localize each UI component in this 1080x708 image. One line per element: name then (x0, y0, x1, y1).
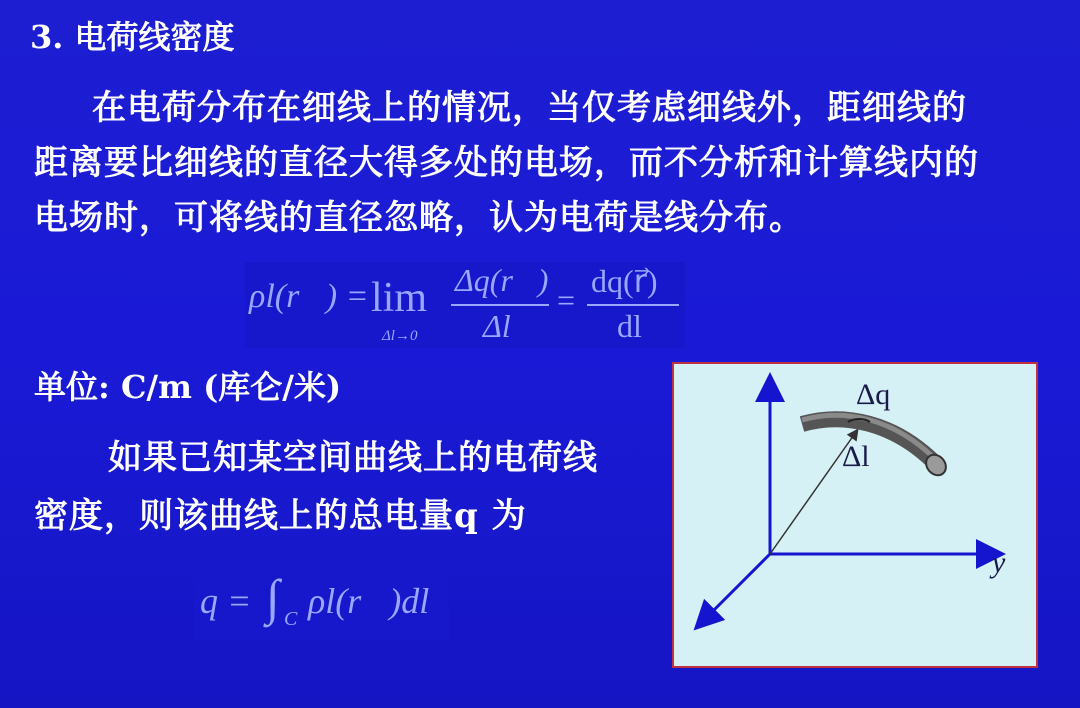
formula1-frac1-den: Δl (483, 308, 511, 344)
section-heading: 3. 电荷线密度 (30, 18, 235, 56)
formula1-frac2-den: dl (617, 308, 642, 344)
formula1-lim-sub: Δl→0 (382, 328, 418, 344)
paragraph1-line1: 在电荷分布在细线上的情况，当仅考虑细线外，距细线的 (92, 88, 967, 128)
line-charge-diagram (672, 362, 1038, 668)
label-dl: Δl (842, 440, 870, 473)
paragraph1-line3: 电场时，可将线的直径忽略，认为电荷是线分布。 (34, 198, 804, 238)
formula1-eq: = (557, 282, 576, 318)
formula2-integral: ∫ (266, 569, 280, 625)
line-density-formula (245, 262, 685, 348)
formula1-frac2-num: dq(r⃗) (591, 263, 658, 299)
diagram-svg (674, 364, 1036, 666)
formula2-sub: C (284, 608, 298, 630)
formula1-lim: lim (371, 275, 428, 321)
formula2-lhs: q = (200, 581, 252, 621)
x-axis (702, 554, 770, 622)
paragraph2-line1: 如果已知某空间曲线上的电荷线 (108, 438, 598, 478)
formula2-integrand: ρl(r⃗)dl (308, 581, 430, 621)
total-charge-formula (194, 570, 449, 640)
formula1-frac2-bar (587, 304, 679, 306)
formula1-lhs: ρl(r⃗) = (249, 278, 369, 315)
label-y: y (992, 546, 1006, 579)
label-dq: Δq (856, 378, 891, 411)
unit-line: 单位: C/m (库仑/米) (34, 368, 342, 406)
paragraph1-line2: 距离要比细线的直径大得多处的电场，而不分析和计算线内的 (34, 143, 979, 183)
paragraph2-line2: 密度，则该曲线上的总电量q 为 (34, 496, 527, 536)
formula1-frac1-bar (451, 304, 549, 306)
formula1-frac1-num: Δq(r⃗) (455, 262, 549, 298)
